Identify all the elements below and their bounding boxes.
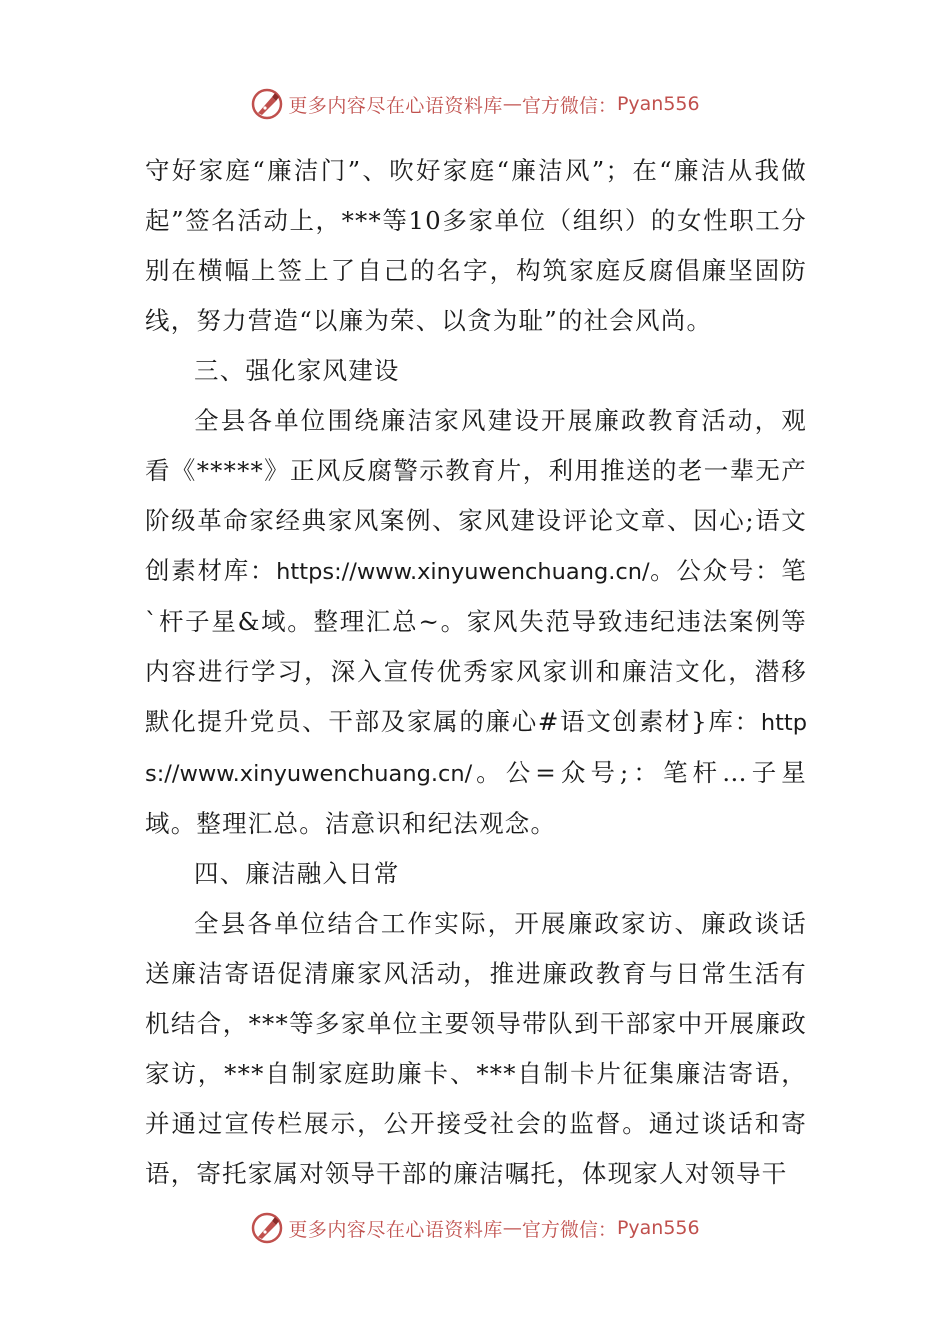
- resource-link: https://www.xinyuwenchuang.cn/: [276, 559, 650, 585]
- resource-link: https://www.xinyuwenchuang.cn/: [145, 710, 807, 787]
- banner-slogan: 更多内容尽在心语资料库: [288, 94, 503, 117]
- paragraph-text: 。公众号：笔`杆子星&域。整理汇总~。家风失范导致违纪违法案例等内容进行学习，深入宣传优秀家风家训和廉洁文化，潜移默化提升党员、干部及家属的廉心#语文创素材}库：: [145, 556, 808, 736]
- pen-nib-circle-icon: [250, 87, 284, 121]
- paragraph-text: 。公=众号;：笔杆…子星域。整理汇总。洁意识和纪法观念。: [145, 758, 807, 838]
- section-heading-3: 三、强化家风建设: [194, 356, 400, 385]
- paragraph-continued: 守好家庭“廉洁门”、吹好家庭“廉洁风”；在“廉洁从我做起”签名活动上，***等10多家单位（组织）的女性职工分别在横幅上签上了自己的名字，构筑家庭反腐倡廉坚固防线，努力营造“以廉为荣、以贪为耻”的社会风尚。: [145, 156, 807, 335]
- banner-account-label: 官方微信：: [521, 94, 617, 117]
- paragraph-text: 全县各单位围绕廉洁家风建设开展廉政教育活动，观看《*****》正风反腐警示教育片，利用推送的老一辈无产阶级革命家经典家风案例、家风建设评论文章、因心;语文创素材库：: [145, 406, 807, 585]
- pen-nib-circle-icon: [250, 1211, 284, 1245]
- banner-dash: —: [502, 93, 522, 115]
- banner-dash: —: [502, 1217, 522, 1239]
- banner-slogan: 更多内容尽在心语资料库: [288, 1218, 503, 1241]
- paragraph-daily-integrity: 全县各单位结合工作实际，开展廉政家访、廉政谈话送廉洁寄语促清廉家风活动，推进廉政教育与日常生活有机结合，***等多家单位主要领导带队到干部家中开展廉政家访，***自制家庭助廉卡、***自制卡片征集廉洁寄语，并通过宣传栏展示，公开接受社会的监督。通过谈话和寄语，寄托家属对领导干部的廉洁嘱托，体现家人对领导干: [145, 909, 807, 1188]
- footer-banner: [0, 1208, 950, 1248]
- banner-account: Pyan556: [616, 93, 700, 115]
- header-banner: [0, 84, 950, 124]
- section-heading-4: 四、廉洁融入日常: [194, 859, 400, 888]
- banner-account: Pyan556: [616, 1217, 700, 1239]
- banner-account-label: 官方微信：: [521, 1218, 617, 1241]
- document-body: [145, 146, 807, 1199]
- paragraph-family-style: [145, 396, 807, 849]
